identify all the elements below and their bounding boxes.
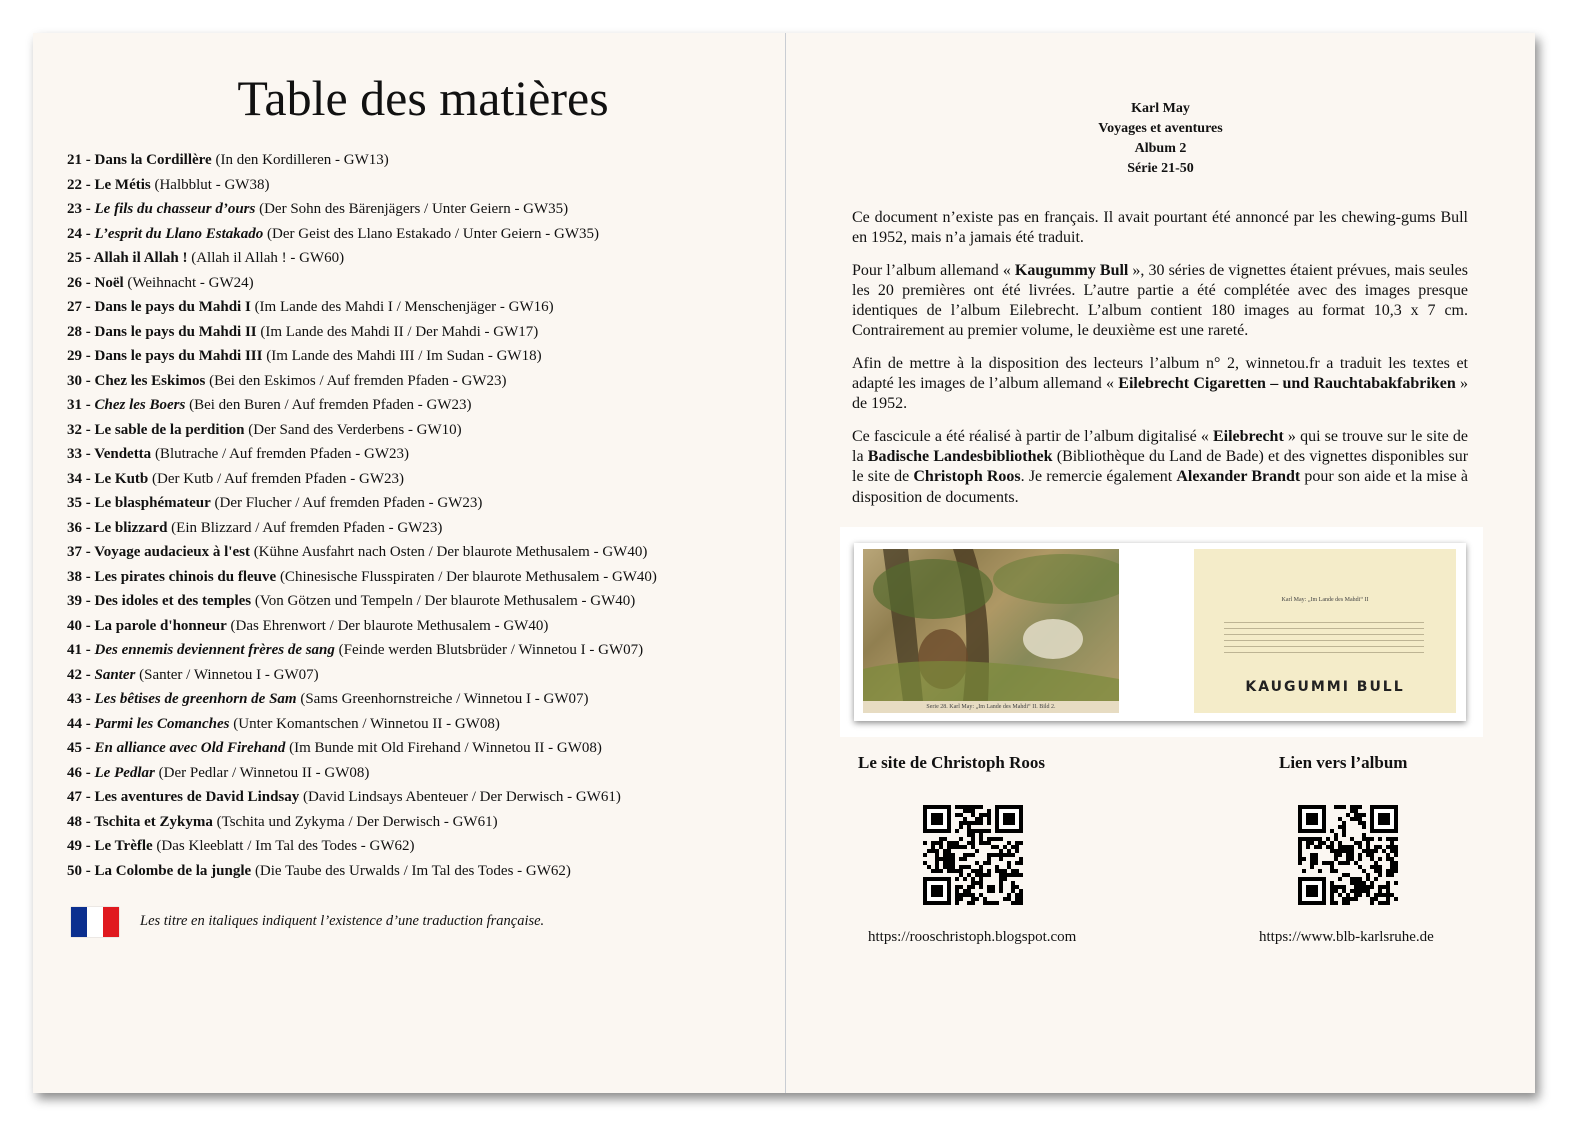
toc-entry bbox=[67, 271, 657, 296]
toc-entry-french-title: 31 - Chez les Boers bbox=[67, 397, 186, 413]
paragraph-4: Ce fascicule a été réalisé à partir de l’album digitalisé « Eilebrecht » qui se trouve sur le site de la Badische Landesbibliothek (Bibliothèque du Land de Bade) et des vignettes disponibles sur le site de Christoph Roos. Je remercie également Alexander Brandt pour son aide et la mise à disposition de documents. bbox=[852, 427, 1469, 506]
toc-entry-german-title: (Im Bunde mit Old Firehand / Winnetou II - GW08) bbox=[285, 740, 602, 756]
illustration-image bbox=[863, 549, 1119, 701]
toc-entry-french-title: 25 - Allah il Allah ! bbox=[67, 250, 188, 266]
toc-entry bbox=[67, 173, 657, 198]
toc-entry-french-title: 41 - Des ennemis deviennent frères de sang bbox=[67, 642, 335, 658]
qr-code-album-icon[interactable] bbox=[1298, 805, 1398, 905]
left-page bbox=[33, 33, 785, 1093]
toc-entry-german-title: (Der Kutb / Auf fremden Pfaden - GW23) bbox=[148, 470, 405, 487]
toc-entry bbox=[67, 687, 657, 712]
toc-entry-german-title: (Der Geist des Llano Estakado / Unter Geiern - GW35) bbox=[263, 225, 600, 242]
qr-code-roos-icon[interactable] bbox=[923, 805, 1023, 905]
header-series-name: Voyages et aventures bbox=[1098, 121, 1223, 136]
toc-entry-french-title: 50 - La Colombe de la jungle bbox=[67, 862, 252, 879]
toc-entry-german-title: (Der Pedlar / Winnetou II - GW08) bbox=[154, 764, 370, 781]
toc-entry-french-title: 33 - Vendetta bbox=[67, 446, 152, 462]
toc-entry bbox=[67, 344, 657, 369]
toc-entry-german-title: (Feinde werden Blutsbrüder / Winnetou I - GW07) bbox=[334, 642, 644, 658]
card-back-brand: KAUGUMMI BULL bbox=[1245, 679, 1405, 695]
toc-entry-french-title: 24 - L’esprit du Llano Estakado bbox=[67, 225, 264, 242]
toc-entry-french-title: 22 - Le Métis bbox=[67, 176, 151, 193]
toc-entry-german-title: (Blutrache / Auf fremden Pfaden - GW23) bbox=[151, 446, 410, 462]
album-header bbox=[786, 99, 1535, 179]
toc-entry bbox=[67, 491, 657, 516]
toc-entry-french-title: 43 - Les bêtises de greenhorn de Sam bbox=[67, 691, 297, 707]
card-back-image bbox=[1194, 549, 1456, 713]
toc-entry-french-title: 30 - Chez les Eskimos bbox=[67, 372, 206, 389]
toc-entry-german-title: (Bei den Eskimos / Auf fremden Pfaden - GW23) bbox=[205, 372, 507, 389]
trading-card-photo bbox=[854, 543, 1466, 721]
toc-title: Table des matières bbox=[237, 70, 609, 126]
toc-entry-french-title: 39 - Des idoles et des temples bbox=[67, 593, 252, 609]
french-flag-icon bbox=[71, 907, 119, 937]
toc-entry bbox=[67, 222, 657, 247]
toc-entry-french-title: 21 - Dans la Cordillère bbox=[67, 152, 212, 168]
card-back-text-lines bbox=[1224, 617, 1424, 657]
toc-entry-french-title: 37 - Voyage audacieux à l'est bbox=[67, 544, 250, 560]
paragraph-3: Afin de mettre à la disposition des lecteurs l’album n° 2, winnetou.fr a traduit les textes et adapté les images de l’album allemand « Eilebrecht Cigaretten – und Rauchtabakfabriken » de 1952. bbox=[852, 354, 1469, 413]
toc-entry-french-title: 46 - Le Pedlar bbox=[67, 764, 155, 781]
card-back-header: Karl May: „Im Lande des Mahdi“ II bbox=[1281, 597, 1369, 603]
toc-entry-german-title: (Tschita und Zykyma / Der Derwisch - GW61) bbox=[212, 813, 498, 830]
toc-entry bbox=[67, 859, 657, 884]
toc-entry bbox=[67, 614, 657, 639]
paragraph-2: Pour l’album allemand « Kaugummy Bull », 30 séries de vignettes étaient prévues, mais seules les 20 premières ont été livrées. L’autre partie a été complétée avec des images presque identiques de l’album Eilebrecht. L’album contient 180 images au format 10,3 x 7 cm. Contrairement au premier volume, le deuxième est une rareté. bbox=[852, 261, 1469, 340]
toc-entry bbox=[67, 320, 657, 345]
toc-entry-french-title: 32 - Le sable de la perdition bbox=[67, 421, 245, 438]
card-caption: Serie 28. Karl May: „Im Lande des Mahdi“ II. Bild 2. bbox=[863, 701, 1119, 713]
toc-entry-french-title: 23 - Le fils du chasseur d’ours bbox=[67, 201, 256, 217]
toc-entry bbox=[67, 736, 657, 761]
toc-entry bbox=[67, 197, 657, 222]
toc-entry bbox=[67, 148, 657, 173]
toc-entry-french-title: 40 - La parole d'honneur bbox=[67, 617, 227, 634]
toc-entry bbox=[67, 516, 657, 541]
url-album-link[interactable]: https://www.blb-karlsruhe.de bbox=[1259, 929, 1434, 945]
toc-entry-german-title: (Im Lande des Mahdi II / Der Mahdi - GW17) bbox=[256, 323, 539, 340]
toc-entry-french-title: 27 - Dans le pays du Mahdi I bbox=[67, 299, 251, 315]
header-series-range: Série 21-50 bbox=[1127, 161, 1194, 176]
intro-text bbox=[852, 208, 1468, 520]
flag-blue-stripe bbox=[71, 907, 87, 937]
toc-entry bbox=[67, 589, 657, 614]
toc-entry-german-title: (David Lindsays Abenteuer / Der Derwisch - GW61) bbox=[299, 789, 621, 805]
toc-entry-french-title: 48 - Tschita et Zykyma bbox=[67, 813, 213, 830]
toc-entry-french-title: 47 - Les aventures de David Lindsay bbox=[67, 789, 300, 805]
toc-entry-german-title: (Im Lande des Mahdi I / Menschenjäger - GW16) bbox=[250, 299, 554, 315]
card-front-image bbox=[863, 549, 1119, 713]
toc-entry-german-title: (Allah il Allah ! - GW60) bbox=[187, 250, 345, 266]
toc-entry-german-title: (Die Taube des Urwalds / Im Tal des Todes - GW62) bbox=[251, 862, 571, 879]
toc-entry bbox=[67, 638, 657, 663]
toc-entry-german-title: (In den Kordilleren - GW13) bbox=[211, 152, 389, 168]
link-title-album: Lien vers l’album bbox=[1279, 753, 1408, 772]
toc-entry bbox=[67, 834, 657, 859]
toc-entry-french-title: 44 - Parmi les Comanches bbox=[67, 715, 230, 732]
toc-entry bbox=[67, 369, 657, 394]
toc-entry-german-title: (Ein Blizzard / Auf fremden Pfaden - GW23) bbox=[167, 519, 443, 536]
right-page bbox=[786, 33, 1535, 1093]
toc-list bbox=[67, 148, 657, 883]
flag-white-stripe bbox=[87, 907, 103, 937]
toc-entry-german-title: (Von Götzen und Tempeln / Der blaurote Methusalem - GW40) bbox=[251, 593, 636, 609]
toc-entry-french-title: 29 - Dans le pays du Mahdi III bbox=[67, 348, 263, 364]
italic-note: Les titre en italiques indiquent l’existence d’une traduction française. bbox=[140, 913, 545, 929]
book-spread bbox=[33, 33, 1535, 1093]
url-roos-link[interactable]: https://rooschristoph.blogspot.com bbox=[868, 929, 1077, 945]
toc-entry-german-title: (Kühne Ausfahrt nach Osten / Der blaurote Methusalem - GW40) bbox=[249, 544, 648, 560]
toc-entry-french-title: 38 - Les pirates chinois du fleuve bbox=[67, 568, 277, 585]
toc-entry bbox=[67, 295, 657, 320]
toc-entry-german-title: (Unter Komantschen / Winnetou II - GW08) bbox=[229, 715, 500, 732]
toc-entry bbox=[67, 712, 657, 737]
toc-entry bbox=[67, 565, 657, 590]
toc-entry bbox=[67, 442, 657, 467]
toc-entry bbox=[67, 246, 657, 271]
toc-entry-german-title: (Der Sand des Verderbens - GW10) bbox=[244, 421, 462, 438]
toc-entry-french-title: 26 - Noël bbox=[67, 274, 124, 291]
link-title-roos: Le site de Christoph Roos bbox=[858, 753, 1046, 772]
toc-entry-french-title: 42 - Santer bbox=[67, 666, 136, 683]
toc-entry bbox=[67, 810, 657, 835]
toc-entry-german-title: (Halbblut - GW38) bbox=[150, 176, 270, 193]
toc-entry-french-title: 35 - Le blasphémateur bbox=[67, 495, 211, 511]
toc-entry-french-title: 36 - Le blizzard bbox=[67, 519, 168, 536]
toc-entry bbox=[67, 418, 657, 443]
toc-entry-german-title: (Der Flucher / Auf fremden Pfaden - GW23) bbox=[210, 495, 483, 511]
toc-entry-french-title: 34 - Le Kutb bbox=[67, 470, 149, 487]
toc-entry-german-title: (Weihnacht - GW24) bbox=[123, 274, 254, 291]
toc-entry-french-title: 45 - En alliance avec Old Firehand bbox=[67, 740, 286, 756]
toc-entry bbox=[67, 467, 657, 492]
toc-entry-german-title: (Bei den Buren / Auf fremden Pfaden - GW23) bbox=[185, 397, 472, 413]
toc-entry bbox=[67, 761, 657, 786]
toc-entry-german-title: (Sams Greenhornstreiche / Winnetou I - GW07) bbox=[296, 691, 589, 707]
toc-entry bbox=[67, 393, 657, 418]
header-album: Album 2 bbox=[1134, 141, 1187, 156]
toc-entry-german-title: (Der Sohn des Bärenjägers / Unter Geiern - GW35) bbox=[255, 201, 569, 217]
toc-entry-french-title: 49 - Le Trèfle bbox=[67, 838, 153, 854]
toc-entry-german-title: (Chinesische Flusspiraten / Der blaurote Methusalem - GW40) bbox=[276, 568, 657, 585]
flag-red-stripe bbox=[103, 907, 119, 937]
toc-entry-german-title: (Das Ehrenwort / Der blaurote Methusalem - GW40) bbox=[226, 617, 549, 634]
toc-entry bbox=[67, 540, 657, 565]
toc-entry-french-title: 28 - Dans le pays du Mahdi II bbox=[67, 323, 257, 340]
header-author: Karl May bbox=[1131, 101, 1190, 116]
toc-entry bbox=[67, 785, 657, 810]
toc-entry bbox=[67, 663, 657, 688]
toc-entry-german-title: (Das Kleeblatt / Im Tal des Todes - GW62) bbox=[152, 838, 415, 854]
toc-entry-german-title: (Santer / Winnetou I - GW07) bbox=[135, 666, 319, 683]
toc-entry-german-title: (Im Lande des Mahdi III / Im Sudan - GW18) bbox=[262, 348, 542, 364]
paragraph-1: Ce document n’existe pas en français. Il avait pourtant été annoncé par les chewing-gums Bull en 1952, mais n’a jamais été traduit. bbox=[852, 209, 1468, 247]
